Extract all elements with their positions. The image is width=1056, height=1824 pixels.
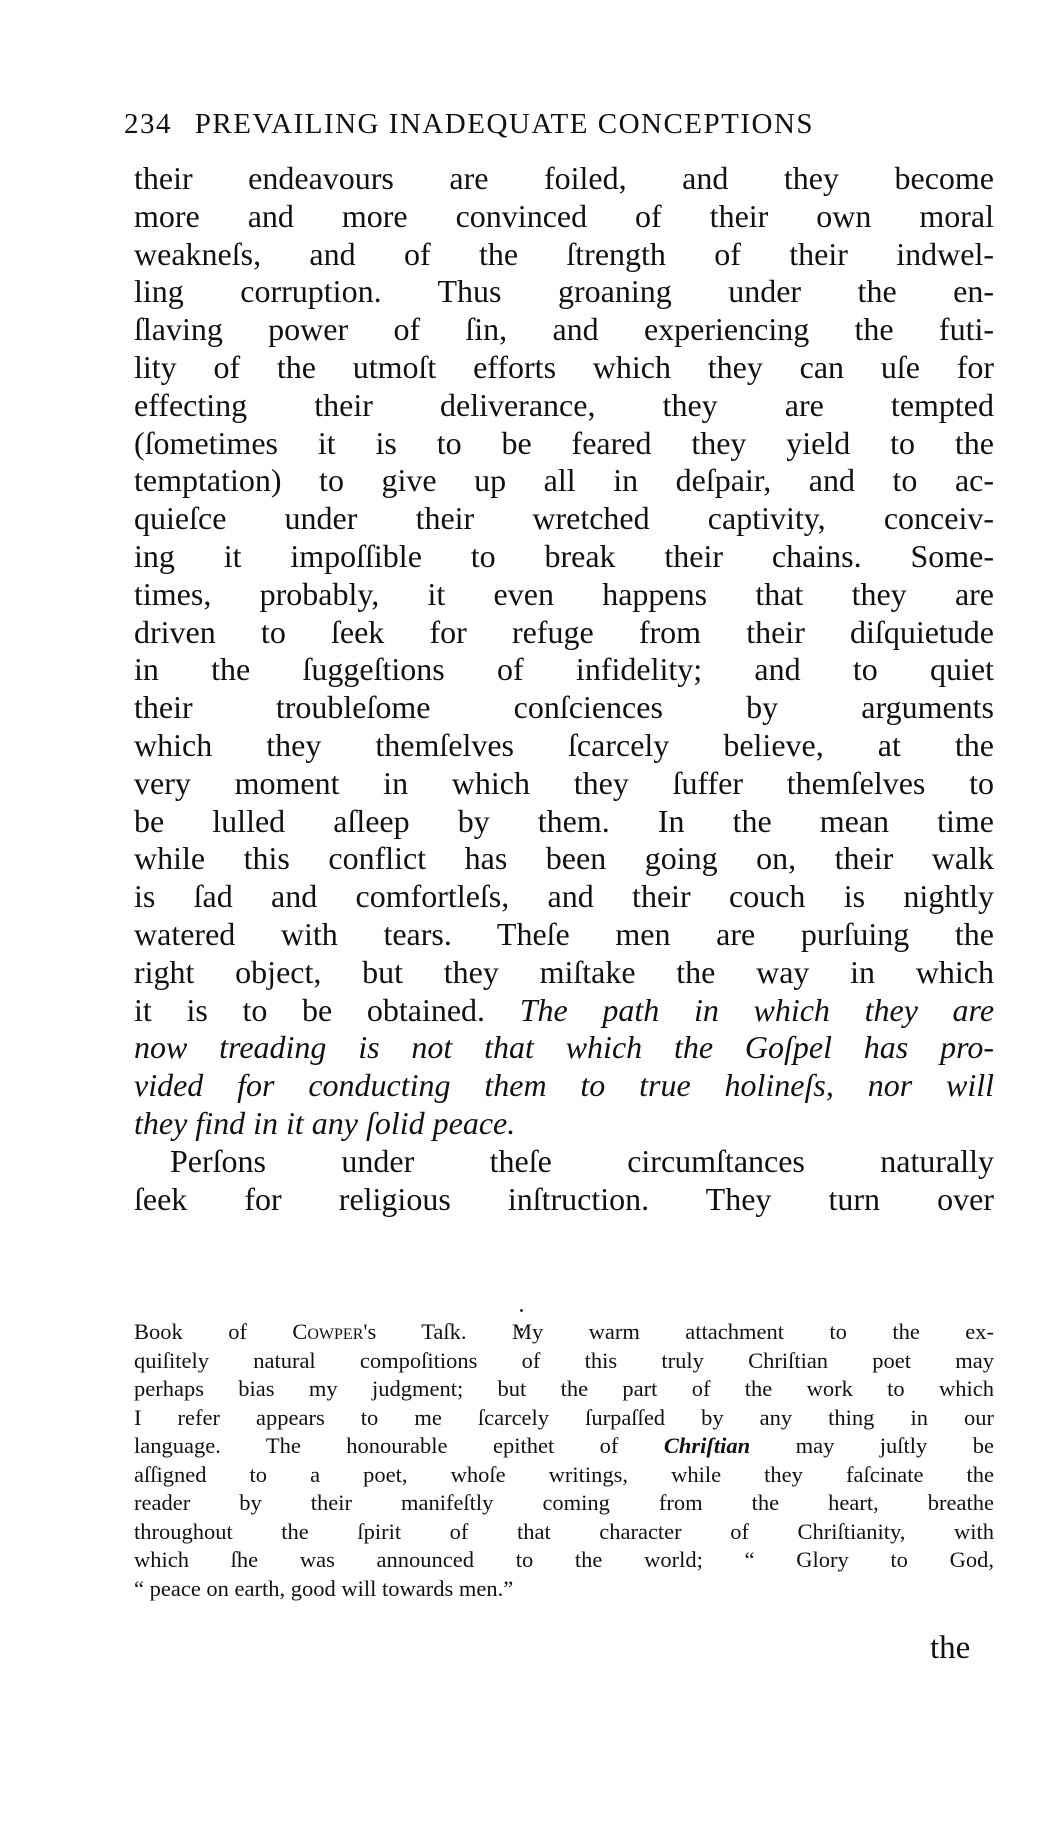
- footnote-line: reader by their manifeſtly coming from the heart, breathe: [134, 1490, 994, 1515]
- footnote-line: [134, 1318, 994, 1347]
- text-line: weakneſs, and of the ſtrength of their indwel-: [134, 235, 994, 272]
- text-line: while this conflict has been going on, their walk: [134, 840, 994, 877]
- page-number: 234: [124, 108, 172, 140]
- text-line: ſlaving power of ſin, and experiencing the futi-: [134, 311, 994, 348]
- text-line: watered with tears. Theſe men are purſuing the: [134, 915, 994, 952]
- text-line: ſeek for religious inſtruction. They turn over: [134, 1180, 994, 1217]
- footnote-italic-word: Chriſtian: [663, 1433, 751, 1458]
- text-line: is ſad and comfortleſs, and their couch is nightly: [134, 878, 994, 915]
- text-line: which they themſelves ſcarcely believe, at the: [134, 726, 994, 763]
- catchword: the: [930, 1630, 971, 1666]
- roman-fragment: it is to be obtained.: [134, 991, 486, 1028]
- running-title: PREVAILING INADEQUATE CONCEPTIONS: [194, 108, 815, 140]
- footnote-line: “ peace on earth, good will towards men.”: [134, 1575, 514, 1601]
- text-line: driven to ſeek for refuge from their diſquietude: [134, 613, 994, 650]
- text-line: their troubleſome conſciences by arguments: [134, 689, 994, 726]
- paragraph-start-line: Perſons under theſe circumſtances naturally: [170, 1142, 994, 1179]
- footnote-prefix: Book of: [134, 1319, 247, 1344]
- footnote-line: perhaps bias my judgment; but the part of the work to which: [134, 1376, 994, 1401]
- text-line: ing it impoſſible to break their chains. Some-: [134, 537, 994, 574]
- running-head: [124, 108, 984, 152]
- footnote: [134, 1318, 994, 1603]
- text-line: more and more convinced of their own moral: [134, 197, 994, 234]
- separator-dots: [520, 1297, 526, 1303]
- italic-line: now treading is not that which the Goſpel has pro-: [134, 1029, 994, 1066]
- text-line: quieſce under their wretched captivity, conceiv-: [134, 500, 994, 537]
- text-line: be lulled aſleep by them. In the mean time: [134, 802, 994, 839]
- footnote-line: throughout the ſpirit of that character of Chriſtianity, with: [134, 1518, 994, 1544]
- footnote-line: I refer appears to me ſcarcely ſurpaſſed by any thing in our: [134, 1404, 994, 1430]
- footnote-rest: 's Taſk. My warm attachment to the ex-: [363, 1319, 994, 1344]
- text-line: right object, but they miſtake the way in which: [134, 953, 994, 990]
- text-line: times, probably, it even happens that they are: [134, 575, 994, 612]
- text-line: in the ſuggeſtions of infidelity; and to quiet: [134, 651, 994, 688]
- text-line: their endeavours are foiled, and they become: [134, 160, 994, 196]
- footnote-line: [134, 1432, 994, 1461]
- footnote-line: aſſigned to a poet, whoſe writings, while they faſcinate the: [134, 1461, 994, 1487]
- text-line-mixed: [134, 992, 994, 1030]
- italic-fragment: The path in which they are: [519, 991, 995, 1028]
- text-line: temptation) to give up all in deſpair, and to ac-: [134, 462, 994, 499]
- footnote-line: quiſitely natural compoſitions of this truly Chriſtian poet may: [134, 1347, 994, 1373]
- text-line: very moment in which they ſuffer themſelves to: [134, 764, 994, 801]
- text-line: lity of the utmoſt efforts which they can uſe for: [134, 348, 994, 385]
- footnote-line: which ſhe was announced to the world; “ Glory to God,: [134, 1547, 994, 1572]
- text-line: effecting their deliverance, they are tempted: [134, 386, 994, 423]
- italic-line: they find in it any ſolid peace.: [134, 1104, 516, 1141]
- italic-line: vided for conducting them to true holineſs, nor will: [134, 1067, 994, 1104]
- footnote-fragment: language. The honourable epithet of: [134, 1433, 619, 1458]
- text-line: ling corruption. Thus groaning under the en-: [134, 273, 994, 310]
- footnote-fragment: may juſtly be: [795, 1433, 994, 1458]
- text-line: (ſometimes it is to be feared they yield to the: [134, 424, 994, 461]
- author-name: Cowper: [292, 1319, 364, 1344]
- main-text: [134, 160, 994, 1218]
